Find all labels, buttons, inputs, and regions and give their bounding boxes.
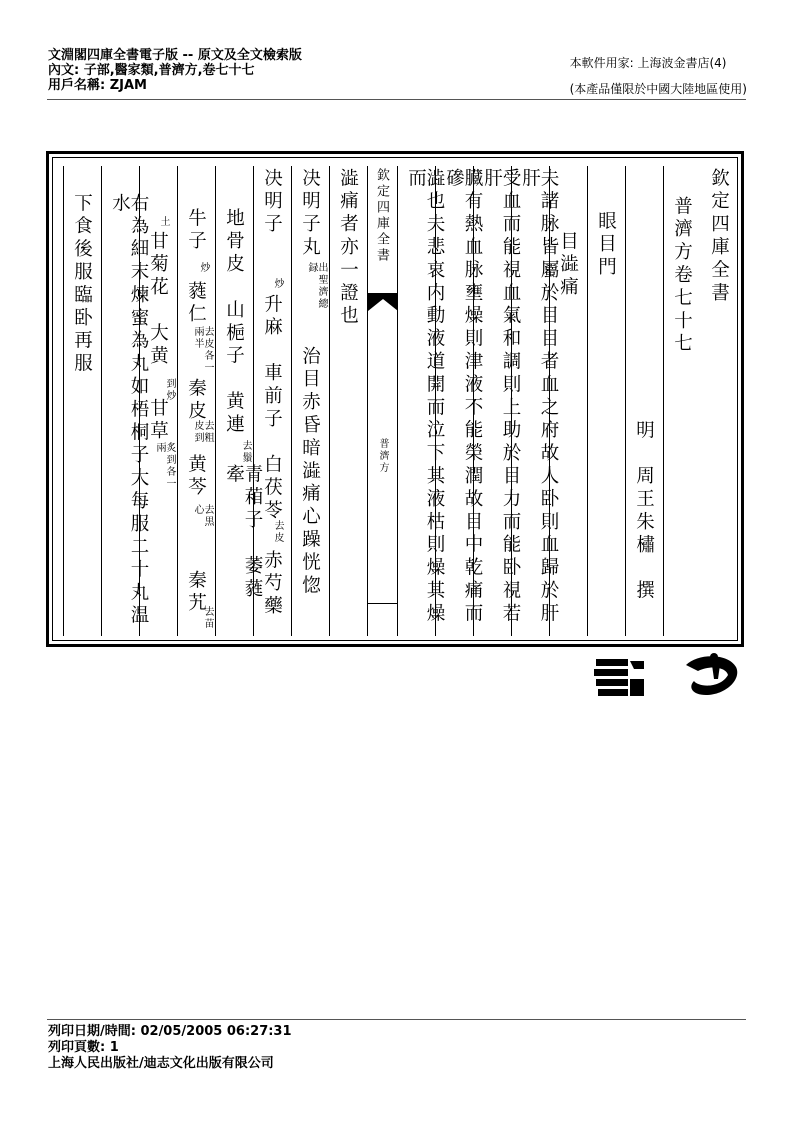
column-note: 土 — [158, 216, 169, 228]
column-text: 眼目門 — [595, 211, 617, 280]
column-text: 黄芩 — [185, 454, 207, 500]
print-header — [48, 48, 302, 93]
license-region: (本產品僅限於中國大陸地區使用) — [569, 82, 747, 96]
column-text: 甘菊花 大黄 — [147, 231, 169, 369]
column — [329, 166, 368, 636]
column — [397, 166, 445, 636]
column — [101, 166, 149, 636]
column-note: 到炒 — [164, 378, 175, 402]
column-text: 甘草 — [147, 398, 169, 444]
column-text: 澁痛者亦一證也 — [337, 168, 359, 329]
column-text: 澁也夫悲哀内動液道開而泣下其液枯則燥其燥而 — [405, 168, 445, 626]
band-book-title: 普濟方 — [377, 438, 388, 474]
print-footer — [48, 1024, 292, 1072]
column-text: 右為細末煉蜜為丸如梧桐子大每服二十丸温水 — [109, 193, 149, 629]
fishtail-mark-icon — [368, 293, 398, 311]
column-text: 牛子 — [185, 208, 207, 254]
column-text: 赤芍藥 — [261, 550, 283, 619]
license-info — [570, 50, 747, 102]
column-text: 下食後服臨卧再服 — [71, 193, 93, 377]
column-text: 蕤仁 — [185, 281, 207, 327]
column-text: 秦艽 — [185, 570, 207, 616]
column-text: 决明子 — [261, 168, 283, 237]
column — [701, 166, 739, 636]
column — [587, 166, 626, 636]
column-text: 治目赤昏暗澁痛心躁恍惚 — [299, 346, 321, 598]
book-page — [46, 151, 744, 647]
column-text: 受血而能視血氣和調則上助於目力而能卧視若肝 — [481, 168, 521, 626]
header-title: 文淵閣四庫全書電子版 -- 原文及全文檢索版 — [48, 48, 302, 63]
column-text: 臓有熱血脉壅燥則津液不能榮潤故目中乾痛而磣 — [443, 168, 483, 626]
header-divider — [47, 99, 746, 100]
column — [663, 166, 702, 636]
print-page-count: 列印頁數: 1 — [48, 1040, 119, 1055]
column-text: 升麻 車前子 白茯苓 — [261, 294, 283, 523]
column-note: 炙到各一兩 — [154, 442, 175, 490]
center-fold-band — [367, 166, 398, 636]
print-datetime: 列印日期/時間: 02/05/2005 06:27:31 — [48, 1024, 292, 1039]
column-text: 秦皮 — [185, 378, 207, 424]
column — [291, 166, 330, 636]
column-text: 欽定四庫全書 — [708, 168, 730, 306]
band-label: 欽定四庫全書 — [374, 168, 389, 264]
header-content-path: 內文: 子部,醫家類,普濟方,卷七十七 — [48, 63, 255, 78]
footer-divider — [47, 1019, 746, 1020]
column — [625, 166, 664, 636]
column — [177, 166, 216, 636]
page-inner-border — [52, 157, 738, 641]
column-text: 夫諸脉皆屬於目目者血之府故人卧則血歸於肝肝 — [519, 168, 559, 626]
publisher: 上海人民出版社/迪志文化出版有限公司 — [48, 1056, 274, 1071]
column-text: 地骨皮 山梔子 黄連 — [223, 208, 245, 437]
column-note: 炒 — [272, 278, 283, 290]
column-note: 去皮 — [272, 520, 283, 544]
column-text: 目澁痛 — [557, 231, 579, 300]
publisher-logo-icon — [594, 651, 747, 703]
column-note: 去粗皮到 — [192, 420, 213, 444]
column-text: 青葙子 萎蕤 牽 — [223, 464, 263, 625]
column-note: 去鬚 — [240, 440, 251, 464]
column-note: 出聖濟總録 — [306, 262, 327, 310]
column — [215, 166, 263, 636]
column-text: 明 周王朱橚 撰 — [633, 420, 655, 604]
column-note: 去苗 — [202, 606, 213, 630]
column-note: 去皮各一兩半 — [192, 326, 213, 374]
column — [63, 166, 102, 636]
column-text: 普濟方卷七十七 — [671, 196, 693, 357]
column-text: 决明子丸 — [299, 168, 321, 260]
column-note: 炒 — [198, 262, 209, 274]
band-divider — [368, 603, 398, 604]
header-user: 用戶名稱: ZJAM — [48, 78, 147, 93]
license-user: 本軟件用家: 上海波金書店(4) — [569, 56, 727, 70]
column-note: 去黒心 — [192, 504, 213, 528]
